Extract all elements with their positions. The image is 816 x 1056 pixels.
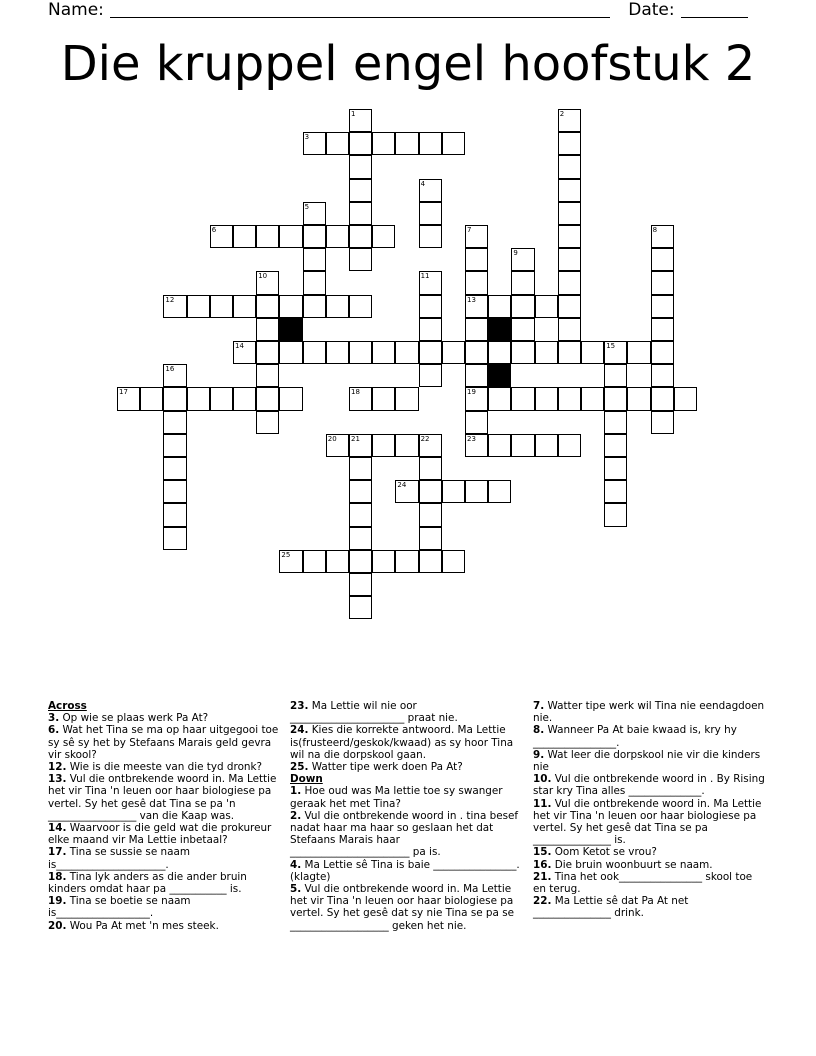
grid-cell[interactable] (372, 132, 395, 155)
clue-item (290, 859, 522, 883)
black-square (279, 318, 302, 341)
black-square (488, 318, 511, 341)
date-label: Date: (628, 0, 675, 20)
grid-cell[interactable] (419, 295, 442, 318)
grid-cell[interactable] (349, 225, 372, 248)
grid-cell[interactable] (558, 387, 581, 410)
grid-cell[interactable] (511, 341, 534, 364)
grid-cell[interactable] (627, 341, 650, 364)
grid-cell[interactable] (256, 225, 279, 248)
clue-column-3 (533, 700, 765, 920)
grid-cell[interactable] (465, 480, 488, 503)
grid-cell[interactable] (256, 295, 279, 318)
name-label: Name: (48, 0, 104, 20)
clue-text: Kies die korrekte antwoord. Ma Lettie is(frusteerd/geskok/kwaad) as sy hoor Tina wil na die dorpskool gaan. (290, 724, 514, 761)
grid-cell[interactable] (163, 527, 186, 550)
clue-item (48, 822, 280, 846)
grid-cell[interactable] (419, 364, 442, 387)
clue-item (48, 724, 280, 761)
grid-cell[interactable] (349, 132, 372, 155)
clue-number: 3 (304, 133, 310, 142)
clue-number-label: 16. (533, 858, 552, 871)
clue-number: 19 (467, 388, 476, 397)
clue-number-label: 1. (290, 785, 302, 798)
clue-number: 2 (559, 110, 565, 118)
grid-cell[interactable] (419, 480, 442, 503)
clue-number-label: 12. (48, 761, 67, 774)
grid-cell[interactable] (651, 271, 674, 294)
clue-item (48, 712, 280, 724)
grid-cell[interactable] (163, 411, 186, 434)
grid-cell[interactable] (349, 527, 372, 550)
clue-text: Die bruin woonbuurt se naam. (551, 858, 713, 871)
grid-cell[interactable] (488, 341, 511, 364)
grid-cell[interactable] (303, 295, 326, 318)
clue-item (48, 846, 280, 870)
clue-text: Hoe oud was Ma lettie toe sy swanger geraak het met Tina? (290, 785, 503, 810)
grid-cell[interactable] (558, 295, 581, 318)
grid-cell[interactable] (372, 387, 395, 410)
grid-cell[interactable] (558, 179, 581, 202)
grid-cell[interactable] (442, 480, 465, 503)
clue-text: Wat het Tina se ma op haar uitgegooi toe sy sê sy het by Stefaans Marais geld gevra vir skool? (48, 724, 279, 761)
grid-cell[interactable] (372, 341, 395, 364)
grid-cell[interactable] (349, 596, 372, 619)
grid-cell[interactable] (558, 155, 581, 178)
grid-cell[interactable] (465, 248, 488, 271)
clue-item (290, 724, 522, 761)
grid-cell[interactable] (256, 318, 279, 341)
clue-number-label: 15. (533, 846, 552, 859)
grid-cell[interactable] (419, 527, 442, 550)
grid-cell[interactable] (488, 387, 511, 410)
grid-cell[interactable] (558, 341, 581, 364)
grid-cell[interactable] (651, 364, 674, 387)
grid-cell[interactable] (349, 179, 372, 202)
clue-item (48, 773, 280, 822)
grid-cell[interactable] (651, 387, 674, 410)
grid-cell[interactable] (395, 550, 418, 573)
grid-cell[interactable] (210, 295, 233, 318)
grid-cell[interactable] (349, 573, 372, 596)
grid-cell[interactable] (163, 387, 186, 410)
grid-cell[interactable] (419, 318, 442, 341)
clue-text: Ma Lettie wil nie oor ______________________ praat nie. (290, 700, 458, 725)
clue-item (533, 724, 765, 748)
clue-item (290, 761, 522, 773)
clue-number: 15 (606, 342, 616, 350)
grid-cell[interactable] (349, 341, 372, 364)
grid-cell[interactable] (465, 341, 488, 364)
clue-text: Waarvoor is die geld wat die prokureur elke maand vir Ma Lettie inbetaal? (48, 822, 272, 847)
grid-cell[interactable] (604, 411, 627, 434)
grid-cell[interactable] (604, 387, 627, 410)
grid-cell[interactable] (303, 225, 326, 248)
clue-number: 12 (165, 295, 175, 304)
clue-column-2 (290, 700, 522, 932)
grid-cell[interactable] (465, 364, 488, 387)
clue-text: Op wie se plaas werk Pa At? (59, 712, 209, 725)
clue-number-label: 6. (48, 724, 60, 737)
grid-cell[interactable] (326, 295, 349, 318)
clue-text: Ma Lettie sê dat Pa At net _______________ drink. (533, 895, 689, 920)
grid-cell[interactable] (511, 318, 534, 341)
grid-cell[interactable] (604, 457, 627, 480)
clue-item (290, 810, 522, 859)
clue-text: Vul die ontbrekende woord in. Ma Lettie het vir Tina 'n leuen oor haar biologiese pa vertel. Sy het gesê dat Tina se pa 'n _________________ van die Kaap was. (48, 773, 277, 822)
clue-text: Wat leer die dorpskool nie vir die kinders nie (533, 748, 761, 774)
clue-number-label: 2. (290, 809, 302, 822)
grid-cell[interactable] (326, 341, 349, 364)
grid-cell[interactable] (303, 248, 326, 271)
grid-cell[interactable] (279, 341, 302, 364)
clue-number-label: 13. (48, 773, 67, 786)
clue-text: Ma Lettie sê Tina is baie ________________. (klagte) (290, 858, 520, 883)
clue-number-label: 17. (48, 846, 67, 859)
grid-cell[interactable] (511, 271, 534, 294)
grid-cell[interactable] (488, 434, 511, 457)
grid-cell[interactable] (442, 550, 465, 573)
grid-cell[interactable] (233, 295, 256, 318)
grid-cell[interactable] (558, 248, 581, 271)
grid-cell[interactable] (233, 387, 256, 410)
clue-number-label: 21. (533, 870, 552, 883)
clue-number: 16 (165, 365, 175, 374)
grid-cell[interactable] (395, 341, 418, 364)
clue-number: 24 (397, 481, 407, 490)
clue-number: 25 (281, 550, 291, 559)
grid-cell[interactable] (627, 387, 650, 410)
grid-cell[interactable] (372, 434, 395, 457)
clue-item (533, 700, 765, 724)
grid-cell[interactable] (279, 387, 302, 410)
clue-item (290, 883, 522, 932)
grid-cell[interactable] (465, 411, 488, 434)
clue-text: Wanneer Pa At baie kwaad is, kry hy ________________. (533, 724, 737, 749)
grid-cell[interactable] (651, 248, 674, 271)
grid-cell[interactable] (395, 387, 418, 410)
grid-cell[interactable] (303, 341, 326, 364)
grid-cell[interactable] (256, 411, 279, 434)
clue-number: 11 (420, 272, 430, 281)
clue-text: Tina se sussie se naam is_____________________. (48, 846, 190, 871)
grid-cell[interactable] (256, 387, 279, 410)
clue-text: Tina se boetie se naam is__________________. (48, 895, 191, 920)
clue-number: 13 (467, 295, 476, 304)
clue-item (533, 749, 765, 773)
clue-item (533, 846, 765, 858)
clue-number-label: 18. (48, 870, 67, 883)
grid-cell[interactable] (395, 434, 418, 457)
grid-cell[interactable] (349, 503, 372, 526)
clue-number-label: 24. (290, 724, 309, 737)
clue-number: 21 (351, 434, 360, 443)
clue-number: 6 (211, 226, 217, 234)
grid-cell[interactable] (674, 387, 697, 410)
grid-cell[interactable] (535, 295, 558, 318)
grid-cell[interactable] (535, 434, 558, 457)
clue-number: 18 (351, 388, 360, 397)
clue-number: 7 (467, 226, 472, 234)
grid-cell[interactable] (256, 364, 279, 387)
grid-cell[interactable] (419, 202, 442, 225)
grid-cell[interactable] (187, 295, 210, 318)
grid-cell[interactable] (558, 434, 581, 457)
clue-number-label: 20. (48, 919, 67, 932)
clue-text: Oom Ketot se vrou? (551, 846, 657, 859)
clue-item (48, 761, 280, 773)
grid-cell[interactable] (604, 434, 627, 457)
clue-text: Vul die ontbrekende woord in. Ma Lettie het vir Tina 'n leuen oor haar biologiese pa vertel. Sy het gesê dat sy nie Tina se pa se ___________________ geken het nie. (290, 883, 514, 932)
grid-cell[interactable] (442, 341, 465, 364)
grid-cell[interactable] (326, 550, 349, 573)
grid-cell[interactable] (395, 132, 418, 155)
clue-number: 9 (513, 249, 518, 258)
black-square (488, 364, 511, 387)
clue-number-label: 14. (48, 822, 67, 835)
clue-item (533, 798, 765, 847)
grid-cell[interactable] (651, 411, 674, 434)
grid-cell[interactable] (163, 457, 186, 480)
grid-cell[interactable] (651, 341, 674, 364)
grid-cell[interactable] (349, 550, 372, 573)
grid-cell[interactable] (511, 295, 534, 318)
grid-cell[interactable] (419, 225, 442, 248)
clue-section-heading: Down (290, 773, 323, 786)
clue-text: Wie is die meeste van die tyd dronk? (66, 761, 263, 774)
grid-cell[interactable] (279, 225, 302, 248)
grid-cell[interactable] (465, 271, 488, 294)
clue-text: Wou Pa At met 'n mes steek. (66, 919, 219, 932)
clue-text: Vul die ontbrekende woord in. Ma Lettie het vir Tina 'n leuen oor haar biologiese pa vertel. Sy het gesê dat Tina se pa _______________ is. (533, 797, 762, 847)
clue-number: 10 (258, 272, 268, 281)
clue-number: 8 (652, 226, 658, 234)
clue-text: Tina lyk anders as die ander bruin kinders omdat haar pa ___________ is. (48, 870, 247, 896)
grid-cell[interactable] (187, 387, 210, 410)
clue-number-label: 10. (533, 773, 552, 786)
clue-item (533, 859, 765, 871)
grid-cell[interactable] (326, 132, 349, 155)
clue-item (48, 920, 280, 932)
grid-cell[interactable] (349, 457, 372, 480)
grid-cell[interactable] (488, 480, 511, 503)
grid-cell[interactable] (279, 295, 302, 318)
clue-number-label: 11. (533, 797, 552, 810)
grid-cell[interactable] (233, 225, 256, 248)
clue-item (533, 773, 765, 797)
grid-cell[interactable] (604, 364, 627, 387)
grid-cell[interactable] (651, 295, 674, 318)
grid-cell[interactable] (349, 155, 372, 178)
grid-cell[interactable] (419, 550, 442, 573)
grid-cell[interactable] (581, 387, 604, 410)
clue-item (48, 871, 280, 895)
clue-item (290, 700, 522, 724)
clue-number-label: 22. (533, 895, 552, 908)
clue-number: 14 (235, 342, 244, 350)
clue-text: Vul die ontbrekende woord in . By Rising star kry Tina alles ______________. (533, 773, 765, 798)
grid-cell[interactable] (349, 480, 372, 503)
clue-number: 23 (467, 434, 476, 443)
grid-cell[interactable] (372, 550, 395, 573)
grid-cell[interactable] (163, 480, 186, 503)
clue-number: 22 (420, 434, 430, 443)
clue-number-label: 7. (533, 700, 545, 712)
grid-cell[interactable] (349, 248, 372, 271)
grid-cell[interactable] (419, 503, 442, 526)
clue-number-label: 3. (48, 712, 60, 725)
clue-number-label: 5. (290, 883, 302, 896)
clue-section-heading: Across (48, 700, 87, 712)
grid-cell[interactable] (558, 202, 581, 225)
grid-cell[interactable] (558, 225, 581, 248)
clue-number-label: 9. (533, 748, 545, 761)
clue-number: 20 (327, 434, 337, 443)
grid-cell[interactable] (163, 434, 186, 457)
clue-number: 1 (351, 110, 356, 118)
grid-cell[interactable] (349, 202, 372, 225)
clue-number-label: 23. (290, 700, 309, 712)
grid-cell[interactable] (581, 341, 604, 364)
grid-cell[interactable] (511, 387, 534, 410)
grid-cell[interactable] (535, 387, 558, 410)
grid-cell[interactable] (372, 225, 395, 248)
clue-item (290, 785, 522, 809)
grid-cell[interactable] (604, 503, 627, 526)
clue-item (48, 895, 280, 919)
clue-number: 4 (420, 179, 426, 188)
grid-cell[interactable] (210, 387, 233, 410)
clue-number-label: 25. (290, 761, 309, 774)
grid-cell[interactable] (303, 550, 326, 573)
grid-cell[interactable] (163, 503, 186, 526)
grid-cell[interactable] (326, 225, 349, 248)
grid-cell[interactable] (558, 132, 581, 155)
clue-number-label: 4. (290, 858, 302, 871)
grid-cell[interactable] (488, 295, 511, 318)
grid-cell[interactable] (419, 132, 442, 155)
clue-item (533, 895, 765, 919)
grid-cell[interactable] (442, 132, 465, 155)
grid-cell[interactable] (511, 434, 534, 457)
grid-cell[interactable] (558, 318, 581, 341)
clue-number: 5 (304, 202, 310, 211)
grid-cell[interactable] (140, 387, 163, 410)
grid-cell[interactable] (535, 341, 558, 364)
clue-item (533, 871, 765, 895)
clue-text: Vul die ontbrekende woord in . tina besef nadat haar ma haar so geslaan het dat Stefaans Marais haar _______________________ pa is. (290, 809, 519, 859)
grid-cell[interactable] (419, 341, 442, 364)
grid-cell[interactable] (349, 295, 372, 318)
grid-cell[interactable] (419, 457, 442, 480)
grid-cell[interactable] (604, 480, 627, 503)
page-title: Die kruppel engel hoofstuk 2 (60, 36, 756, 92)
grid-cell[interactable] (558, 271, 581, 294)
clue-text: Tina het ook________________ skool toe en terug. (533, 870, 753, 896)
clue-number-label: 8. (533, 724, 545, 737)
clue-column-1 (48, 700, 280, 932)
grid-cell[interactable] (465, 318, 488, 341)
grid-cell[interactable] (303, 271, 326, 294)
clue-number: 17 (119, 388, 128, 397)
clue-text: Watter tipe werk doen Pa At? (308, 761, 463, 774)
grid-cell[interactable] (651, 318, 674, 341)
clue-text: Watter tipe werk wil Tina nie eendagdoen nie. (533, 700, 765, 725)
grid-cell[interactable] (256, 341, 279, 364)
clue-number-label: 19. (48, 895, 67, 908)
